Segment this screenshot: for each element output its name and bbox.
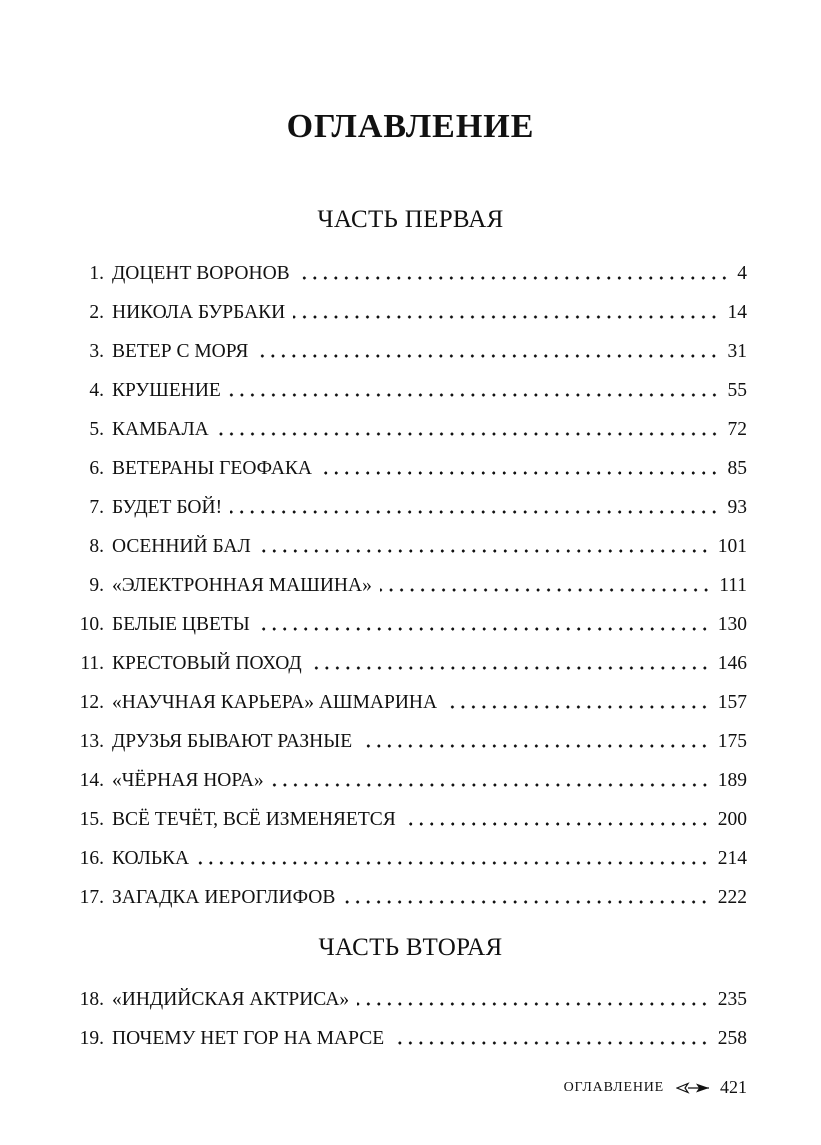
toc-entry-number: 18. [79, 989, 104, 1010]
toc-list-part-two [70, 980, 747, 1058]
toc-entry-page: 85 [727, 458, 747, 479]
toc-entry [70, 683, 747, 722]
dot-leader [380, 588, 711, 592]
toc-entry [70, 1019, 747, 1058]
toc-entry-page: 175 [717, 731, 747, 752]
toc-entry-number: 6. [89, 458, 104, 479]
toc-entry-page: 146 [717, 653, 747, 674]
toc-entry [70, 371, 747, 410]
dot-leader [259, 549, 710, 553]
toc-entry-page: 101 [717, 536, 747, 557]
dot-leader [357, 1002, 710, 1006]
toc-entry-page: 222 [717, 887, 747, 908]
toc-entry-title: ЗАГАДКА ИЕРОГЛИФОВ [112, 887, 336, 908]
toc-entry-page: 14 [727, 302, 747, 323]
toc-entry-title: ВСЁ ТЕЧЁТ, ВСЁ ИЗМЕНЯЕТСЯ [112, 809, 396, 830]
toc-entry [70, 761, 747, 800]
page-footer [564, 1077, 747, 1098]
toc-entry-title: КРУШЕНИЕ [112, 380, 221, 401]
dot-leader [310, 666, 710, 670]
toc-entry-page: 72 [727, 419, 747, 440]
dot-leader [293, 315, 719, 319]
toc-entry [70, 566, 747, 605]
arrow-ornament-icon [676, 1082, 710, 1094]
toc-entry-number: 15. [79, 809, 104, 830]
toc-entry-number: 14. [79, 770, 104, 791]
toc-entry-number: 16. [79, 848, 104, 869]
dot-leader [256, 354, 719, 358]
toc-entry-title: БУДЕТ БОЙ! [112, 497, 223, 518]
dot-leader [445, 705, 710, 709]
toc-entry-page: 214 [717, 848, 747, 869]
toc-entry-title: БЕЛЫЕ ЦВЕТЫ [112, 614, 250, 635]
dot-leader [258, 627, 710, 631]
toc-entry-title: КАМБАЛА [112, 419, 209, 440]
toc-entry-number: 7. [89, 497, 104, 518]
toc-entry-number: 3. [89, 341, 104, 362]
toc-list-part-one [70, 254, 747, 917]
toc-entry-number: 1. [89, 263, 104, 284]
toc-entry [70, 800, 747, 839]
toc-entry-number: 11. [80, 653, 104, 674]
toc-entry [70, 878, 747, 917]
toc-entry-page: 111 [719, 575, 747, 596]
toc-entry-page: 189 [717, 770, 747, 791]
toc-entry-title: ДРУЗЬЯ БЫВАЮТ РАЗНЫЕ [112, 731, 353, 752]
toc-entry [70, 488, 747, 527]
toc-entry-title: «ИНДИЙСКАЯ АКТРИСА» [112, 989, 350, 1010]
toc-entry-title: КРЕСТОВЫЙ ПОХОД [112, 653, 302, 674]
toc-entry-number: 4. [89, 380, 104, 401]
toc-entry-page: 200 [717, 809, 747, 830]
toc-entry-title: ВЕТЕР С МОРЯ [112, 341, 249, 362]
part-heading-second: ЧАСТЬ ВТОРАЯ [318, 934, 503, 961]
toc-entry-page: 157 [717, 692, 747, 713]
toc-entry-title: ВЕТЕРАНЫ ГЕОФАКА [112, 458, 312, 479]
dot-leader [229, 393, 720, 397]
toc-entry-title: ОСЕННИЙ БАЛ [112, 536, 251, 557]
toc-entry-page: 235 [717, 989, 747, 1010]
toc-entry [70, 644, 747, 683]
toc-entry [70, 293, 747, 332]
toc-entry-title: ПОЧЕМУ НЕТ ГОР НА МАРСЕ [112, 1028, 385, 1049]
toc-entry-number: 13. [79, 731, 104, 752]
toc-entry [70, 332, 747, 371]
toc-entry-page: 93 [727, 497, 747, 518]
toc-entry [70, 527, 747, 566]
toc-entry-number: 2. [89, 302, 104, 323]
dot-leader [343, 900, 709, 904]
dot-leader [197, 861, 710, 865]
toc-entry-number: 5. [89, 419, 104, 440]
dot-leader [392, 1041, 710, 1045]
toc-entry-page: 258 [717, 1028, 747, 1049]
toc-entry [70, 449, 747, 488]
toc-entry-number: 17. [79, 887, 104, 908]
toc-entry [70, 254, 747, 293]
toc-entry-page: 130 [717, 614, 747, 635]
toc-entry-number: 19. [79, 1028, 104, 1049]
dot-leader [298, 276, 730, 280]
toc-entry-page: 4 [737, 263, 747, 284]
page-number: 421 [720, 1077, 747, 1097]
toc-entry-page: 31 [727, 341, 747, 362]
toc-entry-title: «ЭЛЕКТРОННАЯ МАШИНА» [112, 575, 372, 596]
dot-leader [272, 783, 710, 787]
toc-entry [70, 839, 747, 878]
running-header-label: ОГЛАВЛЕНИЕ [563, 1079, 664, 1095]
dot-leader [360, 744, 710, 748]
toc-entry-title: НИКОЛА БУРБАКИ [112, 302, 286, 323]
toc-entry-number: 12. [79, 692, 104, 713]
toc-entry-title: КОЛЬКА [112, 848, 190, 869]
toc-entry [70, 605, 747, 644]
toc-entry-title: «НАУЧНАЯ КАРЬЕРА» АШМАРИНА [112, 692, 438, 713]
dot-leader [217, 432, 720, 436]
toc-entry-title: «ЧЁРНАЯ НОРА» [112, 770, 264, 791]
toc-entry-title: ДОЦЕНТ ВОРОНОВ [112, 263, 290, 284]
toc-entry [70, 722, 747, 761]
dot-leader [404, 822, 710, 826]
toc-entry-page: 55 [727, 380, 747, 401]
toc-entry-number: 10. [79, 614, 104, 635]
toc-entry-number: 8. [89, 536, 104, 557]
toc-entry [70, 410, 747, 449]
toc-entry-number: 9. [89, 575, 104, 596]
part-heading-first: ЧАСТЬ ПЕРВАЯ [317, 206, 504, 233]
dot-leader [230, 510, 719, 514]
page-title: ОГЛАВЛЕНИЕ [286, 108, 535, 145]
dot-leader [320, 471, 720, 475]
toc-entry [70, 980, 747, 1019]
